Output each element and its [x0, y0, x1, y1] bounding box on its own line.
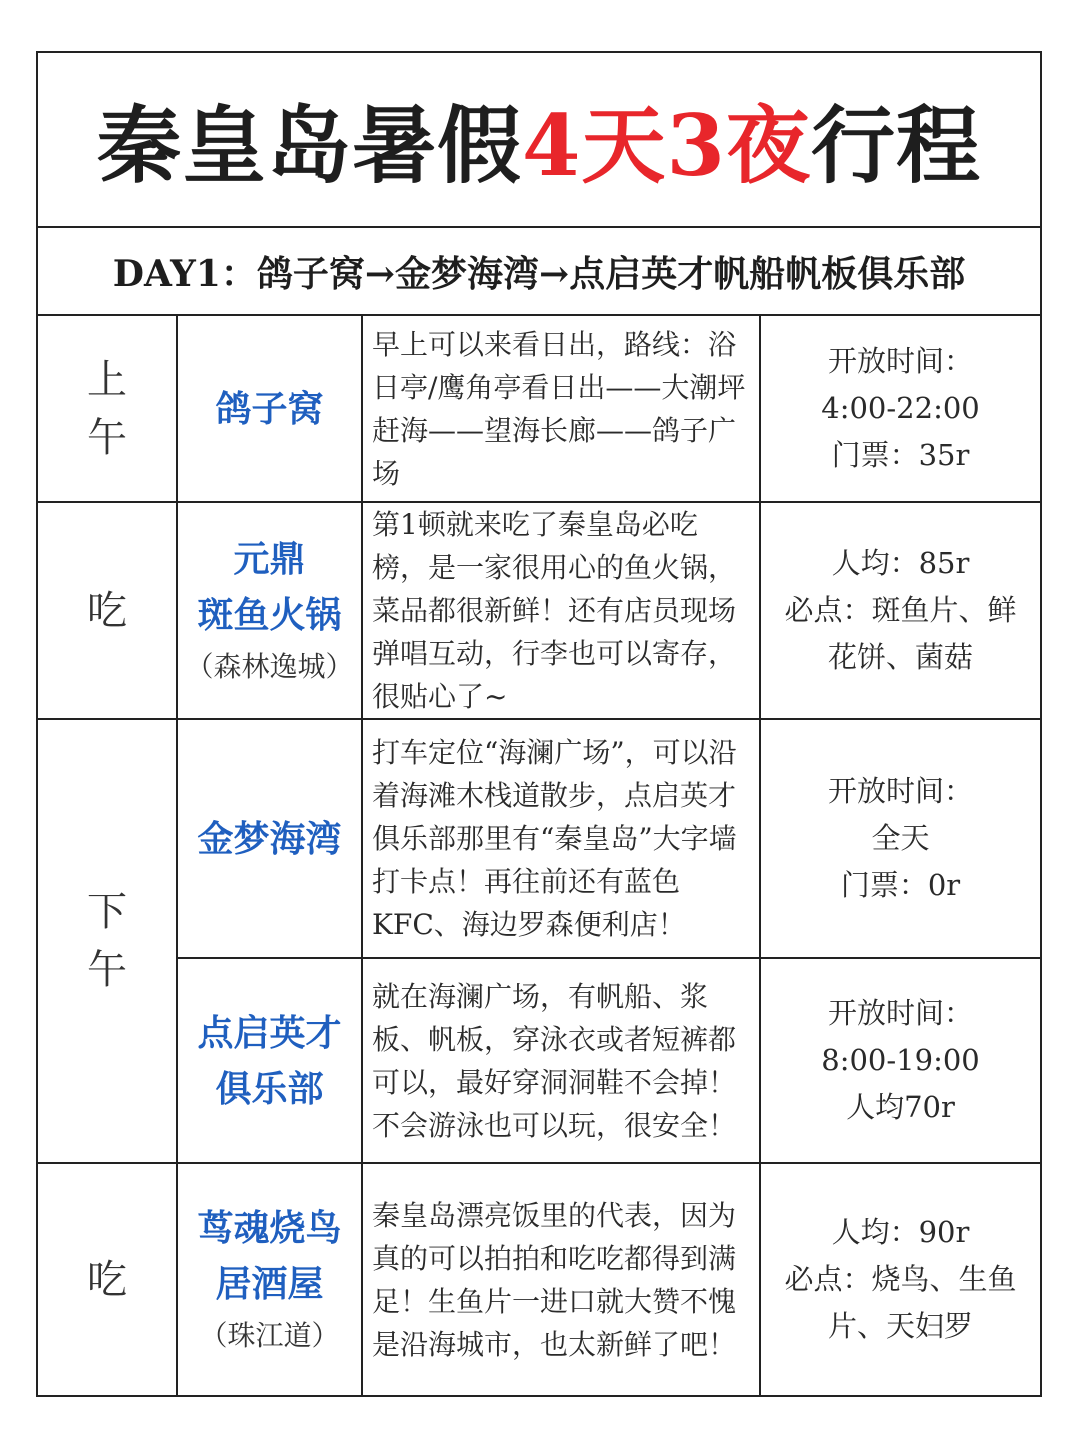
place-name: 居酒屋: [215, 1262, 324, 1305]
period-char: 下: [87, 889, 127, 935]
period-char: 午: [87, 947, 127, 993]
info-cell: [760, 1163, 1040, 1395]
description-cell: 早上可以来看日出，路线：浴日亭/鹰角亭看日出——大潮坪赶海——望海长廊——鸽子广场: [362, 316, 760, 502]
info-line: 开放时间：: [827, 344, 973, 378]
place-cell: [177, 1163, 362, 1395]
table-row: [38, 1163, 1040, 1395]
info-cell: [760, 502, 1040, 719]
place-cell: [177, 958, 362, 1163]
period-cell: [38, 1163, 177, 1395]
period-cell: [38, 316, 177, 502]
table-row: [38, 316, 1040, 502]
place-location: （珠江道）: [199, 1318, 340, 1352]
period-cell: [38, 502, 177, 719]
page-title: [38, 53, 1040, 228]
title-part-1: 秦皇岛暑假: [97, 96, 523, 195]
info-line: 人均70r: [846, 1090, 955, 1124]
place-name: 俱乐部: [215, 1067, 324, 1110]
info-line: 人均：90r: [831, 1215, 970, 1249]
place-name: 鸽子窝: [215, 387, 324, 430]
info-line: 必点：烧鸟、生鱼: [784, 1262, 1017, 1296]
period-char: 上: [87, 356, 127, 403]
info-cell: [760, 719, 1040, 958]
info-line: 门票：35r: [831, 438, 970, 472]
info-line: 8:00-19:00: [821, 1043, 980, 1077]
info-line: 开放时间：: [827, 774, 973, 808]
table-row: [38, 719, 1040, 958]
info-line: 片、天妇罗: [827, 1309, 973, 1343]
table-row: [38, 502, 1040, 719]
info-line: 门票：0r: [840, 868, 961, 902]
place-name: 金梦海湾: [197, 817, 342, 860]
info-cell: [760, 316, 1040, 502]
place-location: （森林逸城）: [185, 649, 354, 683]
info-line: 全天: [871, 821, 930, 855]
info-line: 必点：斑鱼片、鲜: [784, 593, 1017, 627]
description-cell: 秦皇岛漂亮饭里的代表，因为真的可以拍拍和吃吃都得到满足！生鱼片一进口就大赞不愧是沿海城市，也太新鲜了吧！: [362, 1163, 760, 1395]
place-name: 点启英才: [197, 1011, 342, 1054]
info-line: 开放时间：: [827, 996, 973, 1030]
place-cell: [177, 719, 362, 958]
itinerary-grid: [38, 316, 1040, 1395]
title-part-2: 行程: [810, 96, 981, 195]
description-cell: 第1顿就来吃了秦皇岛必吃榜，是一家很用心的鱼火锅，菜品都很新鲜！还有店员现场弹唱互动，行李也可以寄存，很贴心了~: [362, 502, 760, 719]
place-cell: [177, 502, 362, 719]
description-cell: 就在海澜广场，有帆船、浆板、帆板，穿泳衣或者短裤都可以，最好穿洞洞鞋不会掉！不会游泳也可以玩，很安全！: [362, 958, 760, 1163]
place-name: 元鼎: [233, 537, 306, 580]
itinerary-table-frame: [36, 51, 1042, 1397]
description-cell: 打车定位“海澜广场”，可以沿着海滩木栈道散步，点启英才俱乐部那里有“秦皇岛”大字墙打卡点！再往前还有蓝色KFC、海边罗森便利店！: [362, 719, 760, 958]
info-cell: [760, 958, 1040, 1163]
period-char: 吃: [87, 587, 127, 634]
place-cell: [177, 316, 362, 502]
info-line: 人均：85r: [831, 546, 970, 580]
period-char: 午: [87, 414, 127, 461]
table-row: [38, 958, 1040, 1163]
info-line: 4:00-22:00: [821, 391, 980, 425]
place-name: 茑魂烧鸟: [197, 1206, 342, 1249]
period-char: 吃: [87, 1256, 127, 1303]
place-name: 斑鱼火锅: [197, 593, 342, 636]
info-line: 花饼、菌菇: [827, 640, 973, 674]
day-header: DAY1：鸽子窝→金梦海湾→点启英才帆船帆板俱乐部: [38, 228, 1040, 316]
period-cell: [38, 719, 177, 1163]
title-highlight: 4天3夜: [522, 96, 811, 195]
